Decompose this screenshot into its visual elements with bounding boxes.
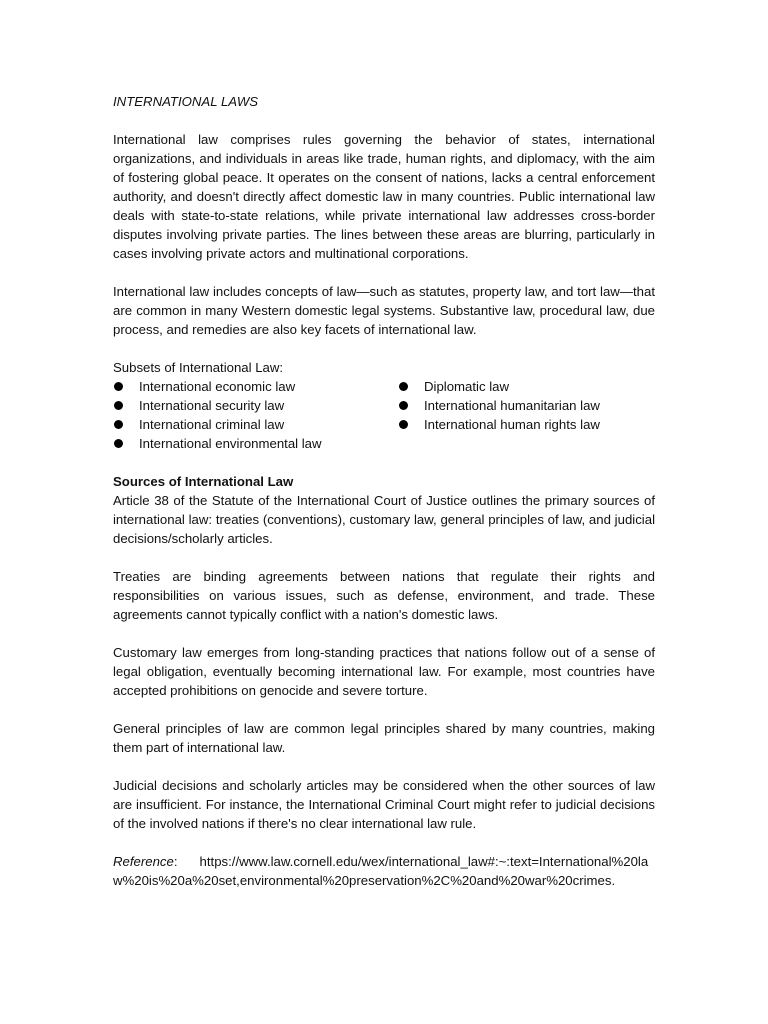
list-item: International criminal law bbox=[113, 415, 398, 434]
list-item: International human rights law bbox=[398, 415, 600, 434]
reference-link[interactable]: https://www.law.cornell.edu/wex/international_law#:~:text=International%20law%20is%20a%20set,environmental%20preservation%2C%20and%20war%20crimes. bbox=[113, 854, 649, 888]
document-title: INTERNATIONAL LAWS bbox=[113, 94, 259, 109]
intro-paragraph: International law includes concepts of law—such as statutes, property law, and tort law—that are common in many Western domestic legal systems. Substantive law, procedural law, due process, and remedies are also key facets of international law. bbox=[113, 284, 655, 337]
reference-separator: : bbox=[173, 854, 178, 869]
sources-paragraph: Customary law emerges from long-standing practices that nations follow out of a sense of legal obligation, eventually becoming international law. For example, most countries have accepted prohibitions on genocide and severe torture. bbox=[113, 645, 655, 698]
reference bbox=[113, 852, 655, 890]
list-item: International economic law bbox=[113, 377, 398, 396]
document-page bbox=[113, 92, 655, 890]
sources-paragraph: Treaties are binding agreements between nations that regulate their rights and responsibilities on various issues, such as defense, environment, and trade. These agreements cannot typically conflict with a nation's domestic laws. bbox=[113, 569, 655, 622]
subsets-list bbox=[113, 377, 655, 453]
sources-heading: Sources of International Law bbox=[113, 474, 294, 489]
list-item: International humanitarian law bbox=[398, 396, 600, 415]
subsets-right-column bbox=[398, 377, 600, 453]
sources-paragraph: Article 38 of the Statute of the International Court of Justice outlines the primary sources of international law: treaties (conventions), customary law, general principles of law, and judicial decisions/scholarly articles. bbox=[113, 493, 655, 546]
reference-label: Reference bbox=[113, 854, 174, 869]
list-item: Diplomatic law bbox=[398, 377, 600, 396]
sources-paragraph: Judicial decisions and scholarly articles may be considered when the other sources of law are insufficient. For instance, the International Criminal Court might refer to judicial decisions of the involved nations if there's no clear international law rule. bbox=[113, 778, 655, 831]
list-item: International security law bbox=[113, 396, 398, 415]
intro-paragraph: International law comprises rules governing the behavior of states, international organizations, and individuals in areas like trade, human rights, and diplomacy, with the aim of fostering global peace. It operates on the consent of nations, lacks a central enforcement authority, and doesn't directly affect domestic law in many countries. Public international law deals with state-to-state relations, while private international law addresses cross-border disputes involving private parties. The lines between these areas are blurring, particularly in cases involving private actors and multinational corporations. bbox=[113, 132, 655, 261]
sources-paragraph: General principles of law are common legal principles shared by many countries, making them part of international law. bbox=[113, 721, 655, 755]
list-item: International environmental law bbox=[113, 434, 398, 453]
subsets-heading: Subsets of International Law: bbox=[113, 360, 284, 375]
subsets-left-column bbox=[113, 377, 398, 453]
